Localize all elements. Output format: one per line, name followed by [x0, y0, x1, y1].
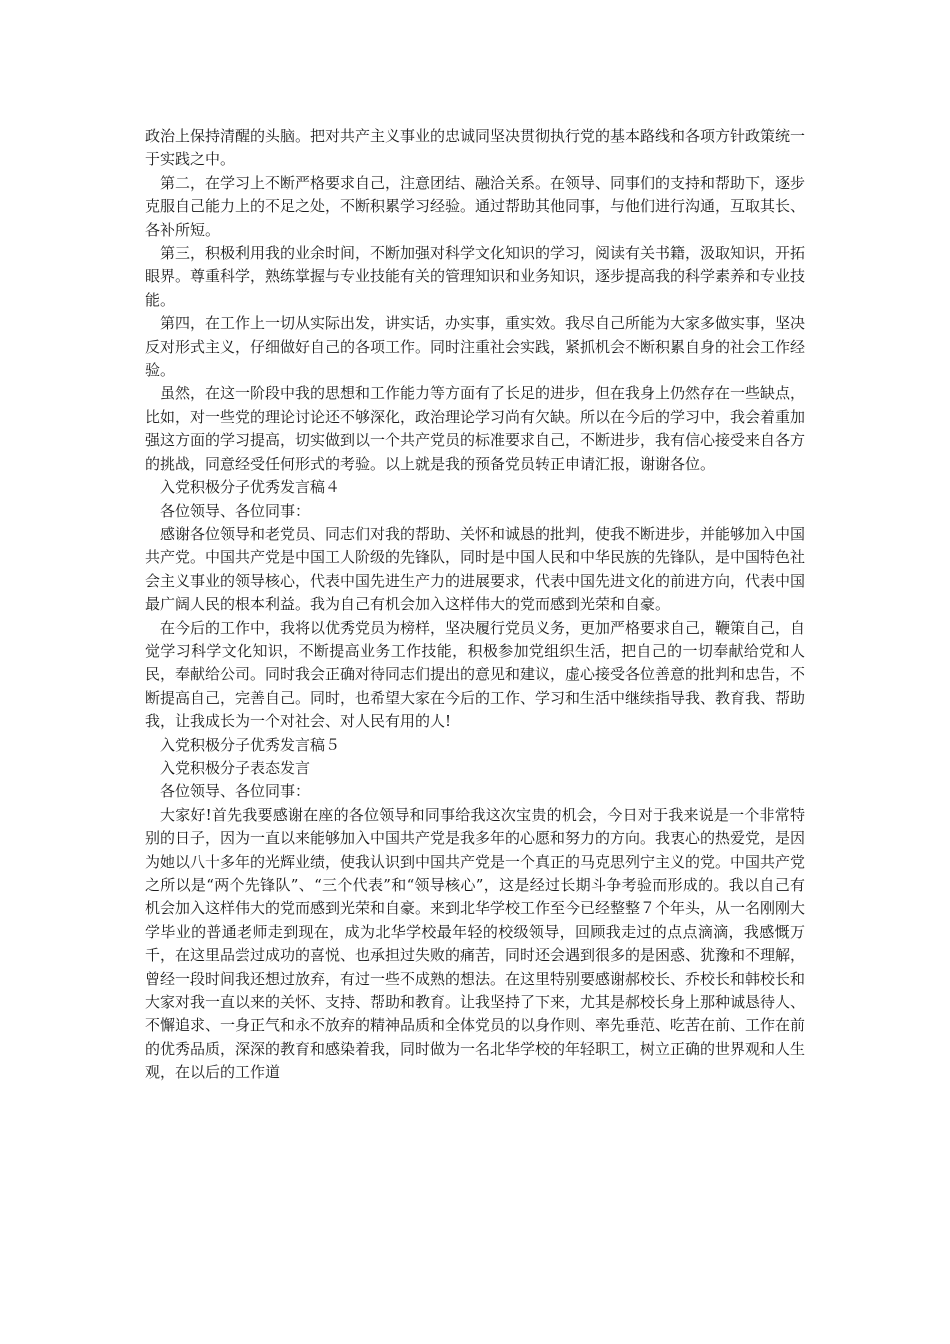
- salutation-2: 各位领导、各位同事：: [160, 782, 311, 801]
- paragraph-1: 政治上保持清醒的头脑。把对共产主义事业的忠诚同坚决贯彻执行党的基本路线和各项方针政策统一于实践之中。: [145, 127, 806, 169]
- paragraph-2: 第二，在学习上不断严格要求自己，注意团结、融洽关系。在领导、同事们的支持和帮助下，逐步克服自己能力上的不足之处，不断积累学习经验。通过帮助其他同事，与他们进行沟通，互取其长、各补所短。: [145, 173, 806, 239]
- section-heading-5: 入党积极分子优秀发言稿５: [160, 735, 341, 754]
- paragraph-6: 感谢各位领导和老党员、同志们对我的帮助、关怀和诚恳的批判，使我不断进步，并能够加入中国共产党。中国共产党是中国工人阶级的先锋队，同时是中国人民和中华民族的先锋队，是中国特色社会主义事业的领导核心，代表中国先进生产力的进展要求，代表中国先进文化的前进方向，代表中国最广阔人民的根本利益。我为自己有机会加入这样伟大的党而感到光荣和自豪。: [145, 524, 806, 614]
- section-heading-4: 入党积极分子优秀发言稿４: [160, 478, 341, 497]
- section-subheading: 入党积极分子表态发言: [160, 758, 311, 777]
- paragraph-4: 第四，在工作上一切从实际出发，讲实话，办实事，重实效。我尽自己所能为大家多做实事，坚决反对形式主义，仔细做好自己的各项工作。同时注重社会实践，紧抓机会不断积累自身的社会工作经验。: [145, 314, 806, 380]
- document-page: [145, 125, 805, 1085]
- paragraph-7: 在今后的工作中，我将以优秀党员为榜样，坚决履行党员义务，更加严格要求自己，鞭策自己，自觉学习科学文化知识，不断提高业务工作技能，积极参加党组织生活，把自己的一切奉献给党和人民，奉献给公司。同时我会正确对待同志们提出的意见和建议，虚心接受各位善意的批判和忠告，不断提高自己，完善自己。同时，也希望大家在今后的工作、学习和生活中继续指导我、教育我、帮助我，让我成长为一个对社会、对人民有用的人!: [145, 618, 806, 731]
- salutation: 各位领导、各位同事：: [160, 501, 311, 520]
- paragraph-3: 第三，积极利用我的业余时间，不断加强对科学文化知识的学习，阅读有关书籍，汲取知识，开拓眼界。尊重科学，熟练掌握与专业技能有关的管理知识和业务知识，逐步提高我的科学素养和专业技能。: [145, 244, 806, 309]
- paragraph-8: 大家好!首先我要感谢在座的各位领导和同事给我这次宝贵的机会，今日对于我来说是一个非常特别的日子，因为一直以来能够加入中国共产党是我多年的心愿和努力的方向。我衷心的热爱党，是因为她以八十多年的光辉业绩，使我认识到中国共产党是一个真正的马克思列宁主义的党。中国共产党之所以是“两个先锋队”、“三个代表”和“领导核心”，这是经过长期斗争考验而形成的。我以自己有机会加入这样伟大的党而感到光荣和自豪。来到北华学校工作至今已经整整７个年头，从一名刚刚大学毕业的普通老师走到现在，成为北华学校最年轻的校级领导，回顾我走过的点点滴滴，我感慨万千，在这里品尝过成功的喜悦、也承担过失败的痛苦，同时还会遇到很多的是困惑、犹豫和不理解，曾经一段时间我还想过放弃，有过一些不成熟的想法。在这里特别要感谢郝校长、乔校长和韩校长和大家对我一直以来的关怀、支持、帮助和教育。让我坚持了下来，尤其是郝校长身上那种诚恳待人、不懈追求、一身正气和永不放弃的精神品质和全体党员的以身作则、率先垂范、吃苦在前、工作在前的优秀品质，深深的教育和感染着我，同时做为一名北华学校的年轻职工，树立正确的世界观和人生观，在以后的工作道: [145, 805, 806, 1082]
- paragraph-5: 虽然，在这一阶段中我的思想和工作能力等方面有了长足的进步，但在我身上仍然存在一些缺点，比如，对一些党的理论讨论还不够深化，政治理论学习尚有欠缺。所以在今后的学习中，我会着重加强这方面的学习提高，切实做到以一个共产党员的标准要求自己，不断进步，我有信心接受来自各方的挑战，同意经受任何形式的考验。以上就是我的预备党员转正申请汇报，谢谢各位。: [145, 384, 806, 473]
